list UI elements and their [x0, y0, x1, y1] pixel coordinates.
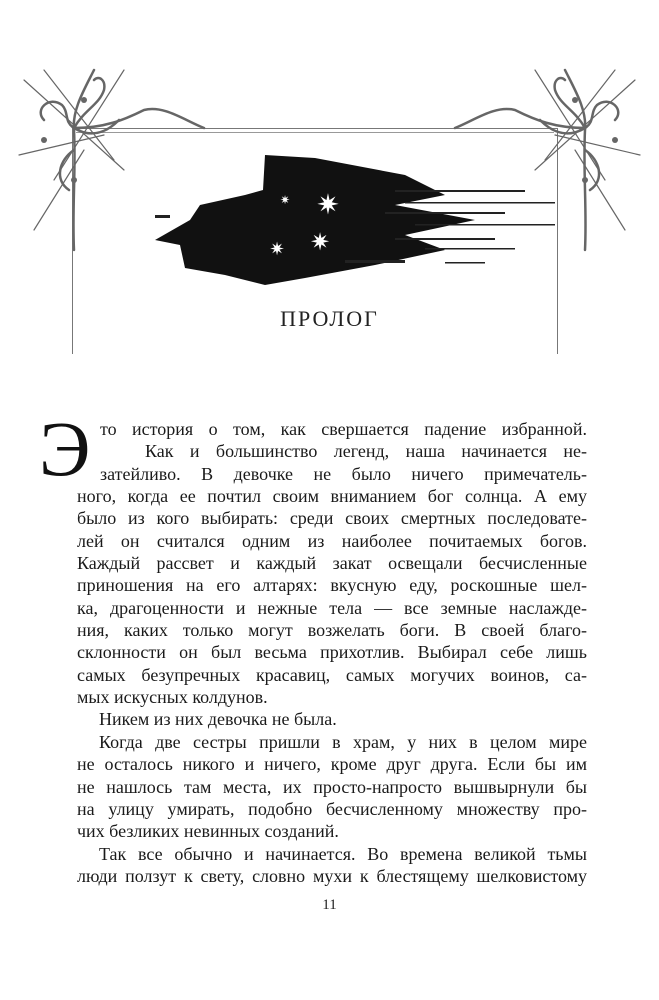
text-line: было из кого выбирать: среди своих смертных последовате-: [77, 508, 587, 529]
text-line: не нашлось там места, их просто-напросто вышвырнули бы: [77, 776, 587, 797]
text-line: мых искусных колдунов.: [77, 687, 268, 708]
text-line: ния, каких только могут возжелать боги. В своей благо-: [77, 620, 587, 641]
text-line: Каждый рассвет и каждый закат освещали бесчисленные: [77, 553, 587, 574]
text-line: люди ползут к свету, словно мухи к блестящему шелковистому: [77, 865, 587, 886]
text-line: чих безликих невинных созданий.: [77, 821, 339, 842]
page-number: 11: [322, 897, 337, 913]
text-line: ка, драгоценности и нежные тела — все земные наслажде-: [77, 597, 587, 618]
svg-text:✷: ✷: [269, 239, 285, 260]
text-line: лей он считался одним из наиболее почитаемых богов.: [77, 530, 587, 551]
text-line: склонности он был весьма прихотлив. Выбирал себе лишь: [77, 642, 587, 663]
svg-text:✷: ✷: [309, 228, 331, 256]
text-line: Когда две сестры пришли в храм, у них в целом мире: [99, 731, 587, 752]
text-line: на улицу умирать, подобно бесчисленному множеству про-: [77, 798, 587, 819]
chapter-title: ПРОЛОГ: [280, 306, 379, 331]
text-line: не осталось никого и ничего, кроме друг друга. Если бы им: [77, 754, 587, 775]
text-line: приношения на его алтарях: вкусную еду, роскошные шел-: [77, 575, 587, 596]
text-line: затейливо. В девочке не было ничего примечатель-: [100, 463, 587, 484]
body-text: [39, 405, 587, 887]
text-line: Как и большинство легенд, наша начинается не-: [145, 441, 587, 462]
text-line: ного, когда ее почтил своим вниманием бог солнца. А ему: [77, 486, 587, 507]
text-line: самых безупречных красавиц, самых могучих воинов, са-: [77, 664, 587, 685]
text-line: Так все обычно и начинается. Во времена великой тьмы: [99, 843, 587, 864]
svg-text:✷: ✷: [316, 188, 340, 221]
svg-text:✷: ✷: [279, 193, 291, 207]
ink-brush-stroke-with-stars-icon: [145, 150, 565, 290]
text-line: то история о том, как свершается падение избранной.: [100, 419, 587, 439]
drop-cap: Э: [39, 405, 91, 492]
text-line: Никем из них девочка не была.: [99, 709, 337, 730]
